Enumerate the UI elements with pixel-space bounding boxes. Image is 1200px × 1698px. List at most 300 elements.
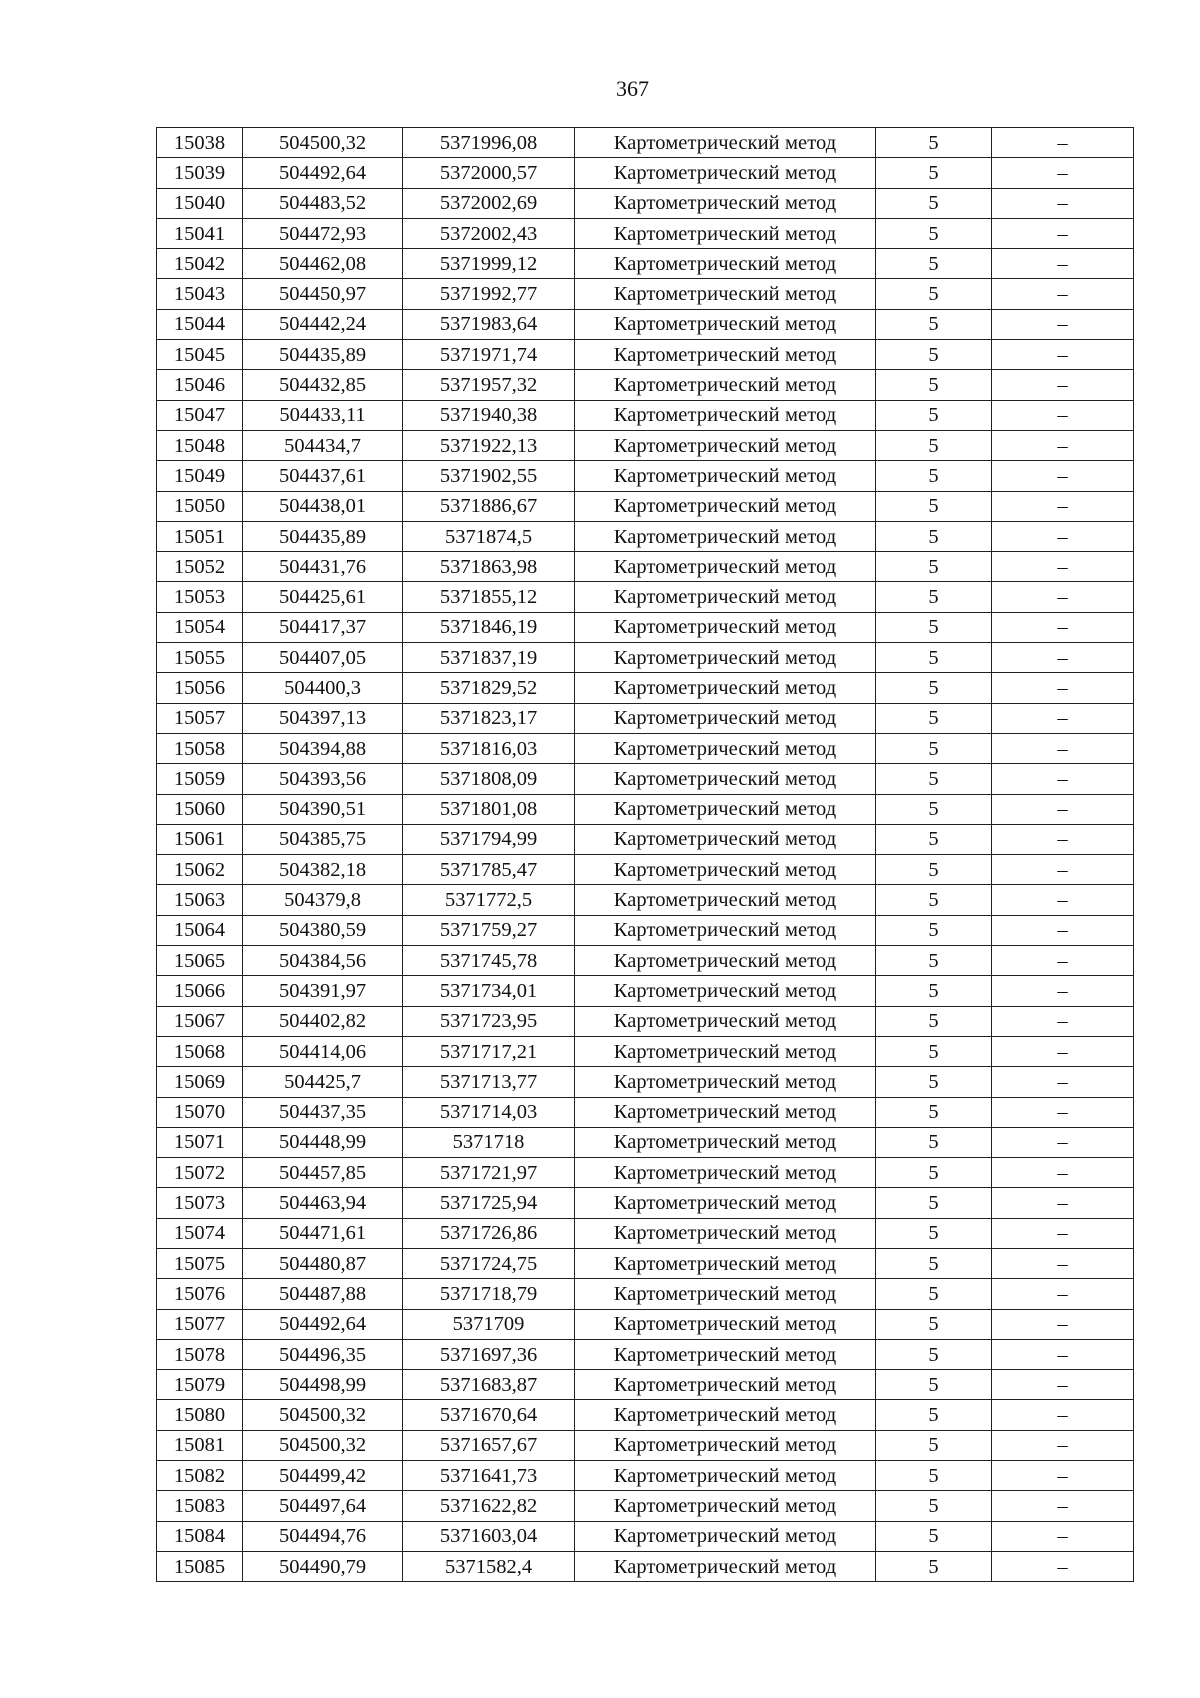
note-cell: – [992, 612, 1134, 642]
y-coordinate-cell: 5371709 [403, 1309, 575, 1339]
point-number-cell: 15058 [157, 733, 243, 763]
point-number-cell: 15055 [157, 643, 243, 673]
note-cell: – [992, 1370, 1134, 1400]
method-cell: Картометрический метод [575, 1521, 876, 1551]
method-cell: Картометрический метод [575, 1097, 876, 1127]
note-cell: – [992, 1006, 1134, 1036]
y-coordinate-cell: 5371718,79 [403, 1279, 575, 1309]
accuracy-cell: 5 [876, 1158, 992, 1188]
table-row [157, 218, 1134, 248]
table-row [157, 188, 1134, 218]
table-body [157, 128, 1134, 1582]
point-number-cell: 15039 [157, 158, 243, 188]
point-number-cell: 15083 [157, 1491, 243, 1521]
table-row [157, 643, 1134, 673]
accuracy-cell: 5 [876, 824, 992, 854]
accuracy-cell: 5 [876, 1097, 992, 1127]
note-cell: – [992, 309, 1134, 339]
table-row [157, 1279, 1134, 1309]
x-coordinate-cell: 504437,35 [243, 1097, 403, 1127]
method-cell: Картометрический метод [575, 461, 876, 491]
table-row [157, 370, 1134, 400]
point-number-cell: 15043 [157, 279, 243, 309]
accuracy-cell: 5 [876, 1521, 992, 1551]
note-cell: – [992, 764, 1134, 794]
x-coordinate-cell: 504500,32 [243, 128, 403, 158]
note-cell: – [992, 1551, 1134, 1581]
point-number-cell: 15071 [157, 1127, 243, 1157]
table-row [157, 764, 1134, 794]
x-coordinate-cell: 504472,93 [243, 218, 403, 248]
note-cell: – [992, 491, 1134, 521]
point-number-cell: 15047 [157, 400, 243, 430]
x-coordinate-cell: 504435,89 [243, 521, 403, 551]
y-coordinate-cell: 5371971,74 [403, 340, 575, 370]
point-number-cell: 15057 [157, 703, 243, 733]
point-number-cell: 15053 [157, 582, 243, 612]
y-coordinate-cell: 5371745,78 [403, 946, 575, 976]
method-cell: Картометрический метод [575, 885, 876, 915]
y-coordinate-cell: 5371855,12 [403, 582, 575, 612]
table-row [157, 1006, 1134, 1036]
table-row [157, 279, 1134, 309]
table-row [157, 612, 1134, 642]
method-cell: Картометрический метод [575, 824, 876, 854]
accuracy-cell: 5 [876, 1491, 992, 1521]
note-cell: – [992, 1400, 1134, 1430]
table-row [157, 1370, 1134, 1400]
method-cell: Картометрический метод [575, 1036, 876, 1066]
y-coordinate-cell: 5371721,97 [403, 1158, 575, 1188]
accuracy-cell: 5 [876, 1279, 992, 1309]
point-number-cell: 15054 [157, 612, 243, 642]
y-coordinate-cell: 5371902,55 [403, 461, 575, 491]
x-coordinate-cell: 504463,94 [243, 1188, 403, 1218]
accuracy-cell: 5 [876, 1036, 992, 1066]
y-coordinate-cell: 5371697,36 [403, 1339, 575, 1369]
method-cell: Картометрический метод [575, 976, 876, 1006]
accuracy-cell: 5 [876, 946, 992, 976]
y-coordinate-cell: 5371641,73 [403, 1461, 575, 1491]
x-coordinate-cell: 504433,11 [243, 400, 403, 430]
table-row [157, 491, 1134, 521]
x-coordinate-cell: 504393,56 [243, 764, 403, 794]
accuracy-cell: 5 [876, 733, 992, 763]
method-cell: Картометрический метод [575, 1461, 876, 1491]
table-row [157, 976, 1134, 1006]
table-row [157, 1158, 1134, 1188]
y-coordinate-cell: 5371957,32 [403, 370, 575, 400]
method-cell: Картометрический метод [575, 309, 876, 339]
accuracy-cell: 5 [876, 643, 992, 673]
method-cell: Картометрический метод [575, 1400, 876, 1430]
accuracy-cell: 5 [876, 279, 992, 309]
table-row [157, 1127, 1134, 1157]
x-coordinate-cell: 504385,75 [243, 824, 403, 854]
table-row [157, 309, 1134, 339]
note-cell: – [992, 1036, 1134, 1066]
y-coordinate-cell: 5371725,94 [403, 1188, 575, 1218]
note-cell: – [992, 1279, 1134, 1309]
table-row [157, 673, 1134, 703]
y-coordinate-cell: 5371874,5 [403, 521, 575, 551]
note-cell: – [992, 279, 1134, 309]
point-number-cell: 15046 [157, 370, 243, 400]
method-cell: Картометрический метод [575, 582, 876, 612]
point-number-cell: 15064 [157, 915, 243, 945]
accuracy-cell: 5 [876, 764, 992, 794]
method-cell: Картометрический метод [575, 612, 876, 642]
x-coordinate-cell: 504384,56 [243, 946, 403, 976]
note-cell: – [992, 794, 1134, 824]
method-cell: Картометрический метод [575, 128, 876, 158]
note-cell: – [992, 673, 1134, 703]
note-cell: – [992, 1430, 1134, 1460]
note-cell: – [992, 218, 1134, 248]
accuracy-cell: 5 [876, 461, 992, 491]
y-coordinate-cell: 5371603,04 [403, 1521, 575, 1551]
table-row [157, 1218, 1134, 1248]
y-coordinate-cell: 5372000,57 [403, 158, 575, 188]
point-number-cell: 15079 [157, 1370, 243, 1400]
note-cell: – [992, 703, 1134, 733]
point-number-cell: 15052 [157, 552, 243, 582]
table-row [157, 128, 1134, 158]
table-row [157, 1067, 1134, 1097]
y-coordinate-cell: 5371723,95 [403, 1006, 575, 1036]
note-cell: – [992, 370, 1134, 400]
y-coordinate-cell: 5371717,21 [403, 1036, 575, 1066]
point-number-cell: 15077 [157, 1309, 243, 1339]
point-number-cell: 15081 [157, 1430, 243, 1460]
y-coordinate-cell: 5371992,77 [403, 279, 575, 309]
table-row [157, 582, 1134, 612]
point-number-cell: 15076 [157, 1279, 243, 1309]
point-number-cell: 15082 [157, 1461, 243, 1491]
accuracy-cell: 5 [876, 1461, 992, 1491]
y-coordinate-cell: 5371724,75 [403, 1248, 575, 1278]
method-cell: Картометрический метод [575, 552, 876, 582]
method-cell: Картометрический метод [575, 400, 876, 430]
note-cell: – [992, 521, 1134, 551]
table-row [157, 430, 1134, 460]
table-row [157, 340, 1134, 370]
table-row [157, 158, 1134, 188]
note-cell: – [992, 1339, 1134, 1369]
x-coordinate-cell: 504390,51 [243, 794, 403, 824]
x-coordinate-cell: 504407,05 [243, 643, 403, 673]
table-row [157, 1339, 1134, 1369]
method-cell: Картометрический метод [575, 915, 876, 945]
point-number-cell: 15063 [157, 885, 243, 915]
point-number-cell: 15041 [157, 218, 243, 248]
accuracy-cell: 5 [876, 1188, 992, 1218]
y-coordinate-cell: 5371726,86 [403, 1218, 575, 1248]
y-coordinate-cell: 5371816,03 [403, 733, 575, 763]
note-cell: – [992, 582, 1134, 612]
accuracy-cell: 5 [876, 1309, 992, 1339]
method-cell: Картометрический метод [575, 946, 876, 976]
table-row [157, 915, 1134, 945]
note-cell: – [992, 430, 1134, 460]
accuracy-cell: 5 [876, 1370, 992, 1400]
note-cell: – [992, 400, 1134, 430]
point-number-cell: 15075 [157, 1248, 243, 1278]
table-row [157, 552, 1134, 582]
point-number-cell: 15050 [157, 491, 243, 521]
table-row [157, 885, 1134, 915]
y-coordinate-cell: 5371808,09 [403, 764, 575, 794]
method-cell: Картометрический метод [575, 794, 876, 824]
accuracy-cell: 5 [876, 521, 992, 551]
note-cell: – [992, 733, 1134, 763]
table-row [157, 249, 1134, 279]
note-cell: – [992, 976, 1134, 1006]
point-number-cell: 15056 [157, 673, 243, 703]
y-coordinate-cell: 5371683,87 [403, 1370, 575, 1400]
point-number-cell: 15062 [157, 855, 243, 885]
table-row [157, 1521, 1134, 1551]
y-coordinate-cell: 5371785,47 [403, 855, 575, 885]
note-cell: – [992, 1491, 1134, 1521]
point-number-cell: 15080 [157, 1400, 243, 1430]
point-number-cell: 15073 [157, 1188, 243, 1218]
x-coordinate-cell: 504500,32 [243, 1430, 403, 1460]
accuracy-cell: 5 [876, 976, 992, 1006]
x-coordinate-cell: 504437,61 [243, 461, 403, 491]
method-cell: Картометрический метод [575, 1370, 876, 1400]
accuracy-cell: 5 [876, 885, 992, 915]
method-cell: Картометрический метод [575, 491, 876, 521]
x-coordinate-cell: 504435,89 [243, 340, 403, 370]
x-coordinate-cell: 504402,82 [243, 1006, 403, 1036]
x-coordinate-cell: 504490,79 [243, 1551, 403, 1581]
note-cell: – [992, 1218, 1134, 1248]
x-coordinate-cell: 504425,7 [243, 1067, 403, 1097]
point-number-cell: 15069 [157, 1067, 243, 1097]
y-coordinate-cell: 5372002,69 [403, 188, 575, 218]
x-coordinate-cell: 504487,88 [243, 1279, 403, 1309]
method-cell: Картометрический метод [575, 1279, 876, 1309]
accuracy-cell: 5 [876, 673, 992, 703]
method-cell: Картометрический метод [575, 1248, 876, 1278]
y-coordinate-cell: 5371759,27 [403, 915, 575, 945]
table-row [157, 824, 1134, 854]
table-row [157, 1309, 1134, 1339]
note-cell: – [992, 188, 1134, 218]
point-number-cell: 15066 [157, 976, 243, 1006]
y-coordinate-cell: 5371922,13 [403, 430, 575, 460]
note-cell: – [992, 1127, 1134, 1157]
accuracy-cell: 5 [876, 582, 992, 612]
accuracy-cell: 5 [876, 1127, 992, 1157]
note-cell: – [992, 946, 1134, 976]
method-cell: Картометрический метод [575, 1218, 876, 1248]
x-coordinate-cell: 504438,01 [243, 491, 403, 521]
accuracy-cell: 5 [876, 430, 992, 460]
method-cell: Картометрический метод [575, 703, 876, 733]
table-row [157, 794, 1134, 824]
table-row [157, 1188, 1134, 1218]
accuracy-cell: 5 [876, 1006, 992, 1036]
point-number-cell: 15049 [157, 461, 243, 491]
table-row [157, 1430, 1134, 1460]
note-cell: – [992, 1067, 1134, 1097]
note-cell: – [992, 158, 1134, 188]
accuracy-cell: 5 [876, 915, 992, 945]
method-cell: Картометрический метод [575, 764, 876, 794]
x-coordinate-cell: 504425,61 [243, 582, 403, 612]
point-number-cell: 15060 [157, 794, 243, 824]
y-coordinate-cell: 5371714,03 [403, 1097, 575, 1127]
method-cell: Картометрический метод [575, 521, 876, 551]
table-row [157, 400, 1134, 430]
note-cell: – [992, 249, 1134, 279]
y-coordinate-cell: 5371657,67 [403, 1430, 575, 1460]
method-cell: Картометрический метод [575, 733, 876, 763]
point-number-cell: 15070 [157, 1097, 243, 1127]
accuracy-cell: 5 [876, 158, 992, 188]
y-coordinate-cell: 5371718 [403, 1127, 575, 1157]
point-number-cell: 15061 [157, 824, 243, 854]
table-row [157, 855, 1134, 885]
method-cell: Картометрический метод [575, 188, 876, 218]
accuracy-cell: 5 [876, 552, 992, 582]
accuracy-cell: 5 [876, 491, 992, 521]
y-coordinate-cell: 5371999,12 [403, 249, 575, 279]
y-coordinate-cell: 5371713,77 [403, 1067, 575, 1097]
y-coordinate-cell: 5371863,98 [403, 552, 575, 582]
x-coordinate-cell: 504497,64 [243, 1491, 403, 1521]
y-coordinate-cell: 5371794,99 [403, 824, 575, 854]
method-cell: Картометрический метод [575, 218, 876, 248]
x-coordinate-cell: 504432,85 [243, 370, 403, 400]
method-cell: Картометрический метод [575, 1430, 876, 1460]
x-coordinate-cell: 504462,08 [243, 249, 403, 279]
method-cell: Картометрический метод [575, 340, 876, 370]
point-number-cell: 15078 [157, 1339, 243, 1369]
method-cell: Картометрический метод [575, 1551, 876, 1581]
accuracy-cell: 5 [876, 340, 992, 370]
accuracy-cell: 5 [876, 1400, 992, 1430]
table-row [157, 1491, 1134, 1521]
note-cell: – [992, 1158, 1134, 1188]
method-cell: Картометрический метод [575, 855, 876, 885]
note-cell: – [992, 855, 1134, 885]
table-row [157, 1248, 1134, 1278]
x-coordinate-cell: 504500,32 [243, 1400, 403, 1430]
y-coordinate-cell: 5371801,08 [403, 794, 575, 824]
table-row [157, 1097, 1134, 1127]
x-coordinate-cell: 504492,64 [243, 158, 403, 188]
method-cell: Картометрический метод [575, 1309, 876, 1339]
accuracy-cell: 5 [876, 1551, 992, 1581]
note-cell: – [992, 1521, 1134, 1551]
note-cell: – [992, 885, 1134, 915]
method-cell: Картометрический метод [575, 1491, 876, 1521]
note-cell: – [992, 1461, 1134, 1491]
note-cell: – [992, 643, 1134, 673]
point-number-cell: 15051 [157, 521, 243, 551]
x-coordinate-cell: 504391,97 [243, 976, 403, 1006]
method-cell: Картометрический метод [575, 158, 876, 188]
method-cell: Картометрический метод [575, 1006, 876, 1036]
y-coordinate-cell: 5371829,52 [403, 673, 575, 703]
method-cell: Картометрический метод [575, 430, 876, 460]
x-coordinate-cell: 504499,42 [243, 1461, 403, 1491]
method-cell: Картометрический метод [575, 643, 876, 673]
x-coordinate-cell: 504394,88 [243, 733, 403, 763]
x-coordinate-cell: 504442,24 [243, 309, 403, 339]
x-coordinate-cell: 504494,76 [243, 1521, 403, 1551]
y-coordinate-cell: 5371823,17 [403, 703, 575, 733]
x-coordinate-cell: 504379,8 [243, 885, 403, 915]
point-number-cell: 15042 [157, 249, 243, 279]
x-coordinate-cell: 504483,52 [243, 188, 403, 218]
note-cell: – [992, 552, 1134, 582]
accuracy-cell: 5 [876, 1339, 992, 1369]
accuracy-cell: 5 [876, 309, 992, 339]
point-number-cell: 15040 [157, 188, 243, 218]
method-cell: Картометрический метод [575, 370, 876, 400]
point-number-cell: 15084 [157, 1521, 243, 1551]
table-row [157, 1461, 1134, 1491]
x-coordinate-cell: 504457,85 [243, 1158, 403, 1188]
x-coordinate-cell: 504448,99 [243, 1127, 403, 1157]
method-cell: Картометрический метод [575, 1158, 876, 1188]
y-coordinate-cell: 5371837,19 [403, 643, 575, 673]
accuracy-cell: 5 [876, 249, 992, 279]
point-number-cell: 15072 [157, 1158, 243, 1188]
note-cell: – [992, 1248, 1134, 1278]
x-coordinate-cell: 504434,7 [243, 430, 403, 460]
accuracy-cell: 5 [876, 855, 992, 885]
accuracy-cell: 5 [876, 1218, 992, 1248]
table-row [157, 946, 1134, 976]
x-coordinate-cell: 504450,97 [243, 279, 403, 309]
note-cell: – [992, 1097, 1134, 1127]
method-cell: Картометрический метод [575, 279, 876, 309]
x-coordinate-cell: 504496,35 [243, 1339, 403, 1369]
y-coordinate-cell: 5371940,38 [403, 400, 575, 430]
y-coordinate-cell: 5371734,01 [403, 976, 575, 1006]
x-coordinate-cell: 504480,87 [243, 1248, 403, 1278]
x-coordinate-cell: 504471,61 [243, 1218, 403, 1248]
y-coordinate-cell: 5371996,08 [403, 128, 575, 158]
point-number-cell: 15067 [157, 1006, 243, 1036]
accuracy-cell: 5 [876, 400, 992, 430]
point-number-cell: 15085 [157, 1551, 243, 1581]
point-number-cell: 15045 [157, 340, 243, 370]
point-number-cell: 15048 [157, 430, 243, 460]
note-cell: – [992, 461, 1134, 491]
page-number: 367 [616, 76, 649, 101]
x-coordinate-cell: 504431,76 [243, 552, 403, 582]
y-coordinate-cell: 5371622,82 [403, 1491, 575, 1521]
accuracy-cell: 5 [876, 218, 992, 248]
table-row [157, 1400, 1134, 1430]
accuracy-cell: 5 [876, 370, 992, 400]
table-row [157, 733, 1134, 763]
x-coordinate-cell: 504414,06 [243, 1036, 403, 1066]
table-row [157, 1036, 1134, 1066]
point-number-cell: 15065 [157, 946, 243, 976]
y-coordinate-cell: 5371772,5 [403, 885, 575, 915]
accuracy-cell: 5 [876, 1430, 992, 1460]
y-coordinate-cell: 5371670,64 [403, 1400, 575, 1430]
method-cell: Картометрический метод [575, 1127, 876, 1157]
accuracy-cell: 5 [876, 128, 992, 158]
